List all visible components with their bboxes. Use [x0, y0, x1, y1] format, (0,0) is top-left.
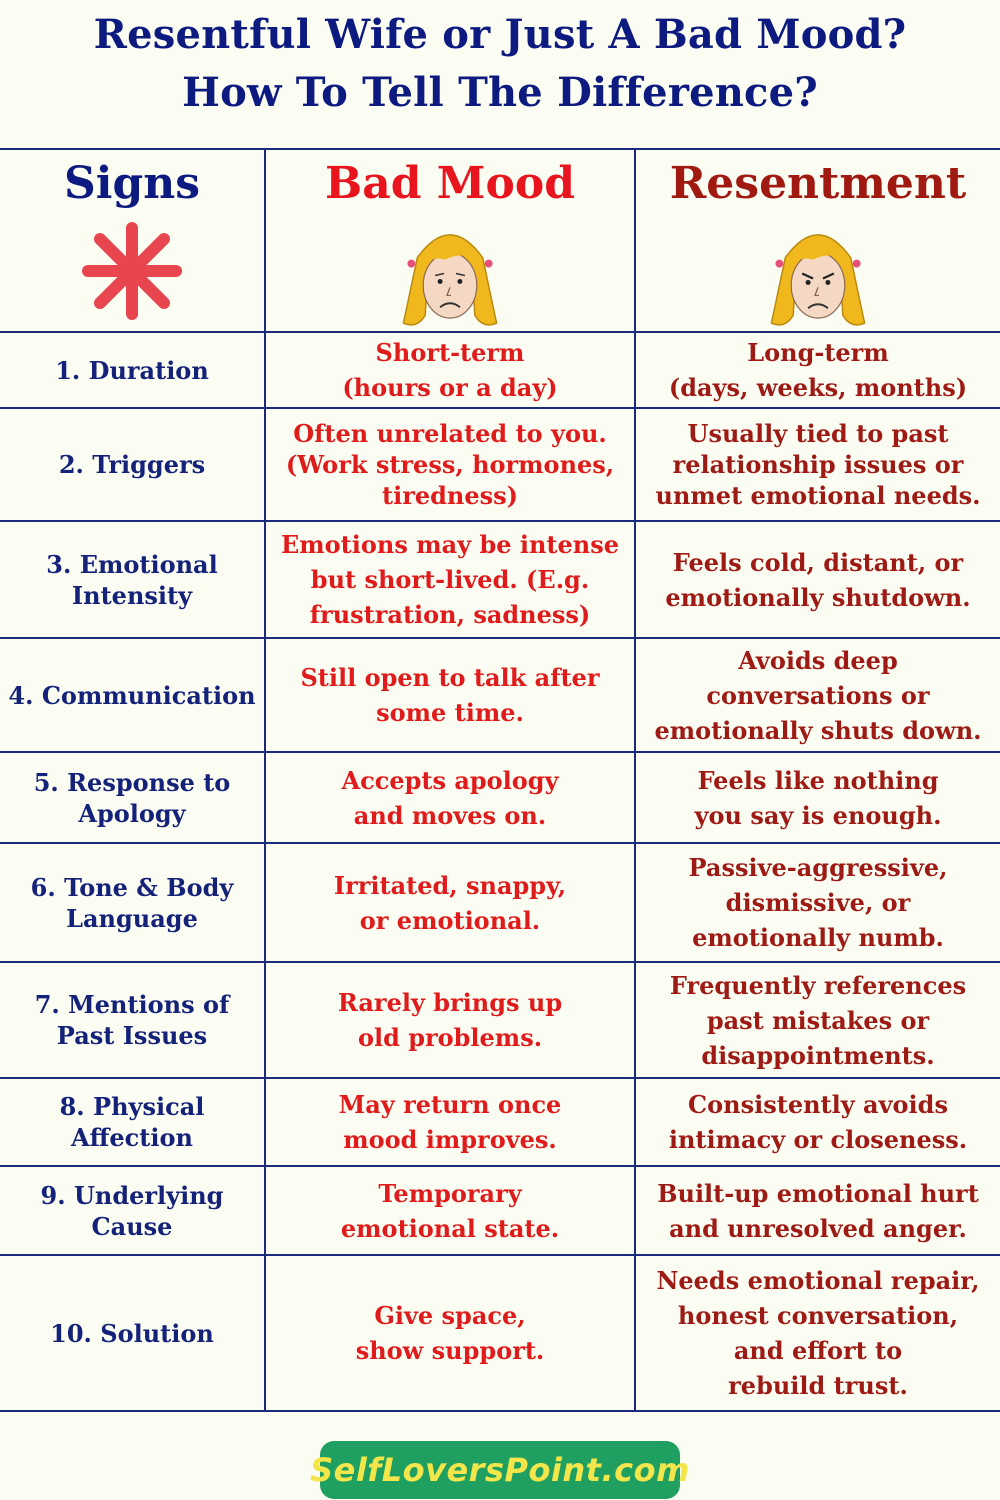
- bad-mood-cell: Temporary emotional state.: [266, 1167, 636, 1254]
- sign-cell: 3. Emotional Intensity: [0, 522, 266, 637]
- bad-mood-cell: Often unrelated to you. (Work stress, hormones, tiredness): [266, 409, 636, 520]
- resentment-cell: Avoids deep conversations or emotionally shuts down.: [654, 645, 982, 745]
- header-bad-mood-label: Bad Mood: [325, 158, 575, 209]
- sign-cell: 7. Mentions of Past Issues: [0, 963, 266, 1077]
- header-bad-mood: [266, 150, 636, 331]
- resentment-cell: Feels cold, distant, or emotionally shutdown.: [665, 547, 971, 612]
- resentment-cell: Usually tied to past relationship issues or unmet emotional needs.: [655, 419, 981, 510]
- bad-mood-cell: Accepts apology and moves on.: [266, 753, 636, 842]
- table-row: [0, 333, 1000, 409]
- brand-badge[interactable]: [310, 1441, 690, 1499]
- resentment-cell: Needs emotional repair, honest conversation, and effort to rebuild trust.: [656, 1266, 980, 1400]
- title-line-2: How To Tell The Difference?: [182, 69, 818, 116]
- sign-cell: 8. Physical Affection: [0, 1079, 266, 1165]
- header-resentment: [636, 150, 1000, 331]
- sign-cell: 6. Tone & Body Language: [0, 844, 266, 961]
- table-row: [0, 753, 1000, 844]
- table-row: [0, 639, 1000, 753]
- asterisk-icon: [72, 216, 192, 326]
- bad-mood-cell: Rarely brings up old problems.: [266, 963, 636, 1077]
- resentment-cell: Passive-aggressive, dismissive, or emotionally numb.: [688, 853, 948, 952]
- header-resentment-label: Resentment: [669, 158, 967, 209]
- bad-mood-cell: Short-term (hours or a day): [266, 333, 636, 407]
- sign-cell: 2. Triggers: [0, 409, 266, 520]
- table-row: [0, 844, 1000, 963]
- comparison-table: [0, 148, 1000, 1412]
- page-title: [0, 6, 1000, 122]
- sign-cell: 9. Underlying Cause: [0, 1167, 266, 1254]
- bad-mood-cell: Emotions may be intense but short-lived. (E.g. frustration, sadness): [266, 522, 636, 637]
- brand-label: SelfLoversPoint.com: [310, 1451, 690, 1489]
- sad-girl-face-icon: [395, 220, 505, 331]
- header-signs: [0, 150, 266, 331]
- bad-mood-cell: May return once mood improves.: [266, 1079, 636, 1165]
- table-row: [0, 1256, 1000, 1410]
- header-signs-label: Signs: [63, 158, 201, 209]
- table-row: [0, 409, 1000, 522]
- resentment-cell: Feels like nothing you say is enough.: [694, 765, 942, 830]
- sign-cell: 4. Communication: [0, 639, 266, 751]
- bad-mood-cell: Irritated, snappy, or emotional.: [266, 844, 636, 961]
- sign-cell: 5. Response to Apology: [0, 753, 266, 842]
- table-row: [0, 963, 1000, 1079]
- bad-mood-cell: Still open to talk after some time.: [266, 639, 636, 751]
- table-row: [0, 1167, 1000, 1256]
- sign-cell: 10. Solution: [0, 1256, 266, 1410]
- table-row: [0, 1079, 1000, 1167]
- resentment-cell: Long-term (days, weeks, months): [668, 338, 968, 402]
- table-header-row: [0, 150, 1000, 333]
- table-row: [0, 522, 1000, 639]
- resentment-cell: Consistently avoids intimacy or closeness.: [668, 1090, 968, 1154]
- bad-mood-cell: Give space, show support.: [266, 1256, 636, 1410]
- resentment-cell: Frequently references past mistakes or disappointments.: [669, 970, 967, 1070]
- angry-girl-face-icon: [763, 220, 873, 331]
- sign-cell: 1. Duration: [0, 333, 266, 407]
- title-line-1: Resentful Wife or Just A Bad Mood?: [93, 11, 907, 58]
- resentment-cell: Built-up emotional hurt and unresolved anger.: [657, 1178, 979, 1243]
